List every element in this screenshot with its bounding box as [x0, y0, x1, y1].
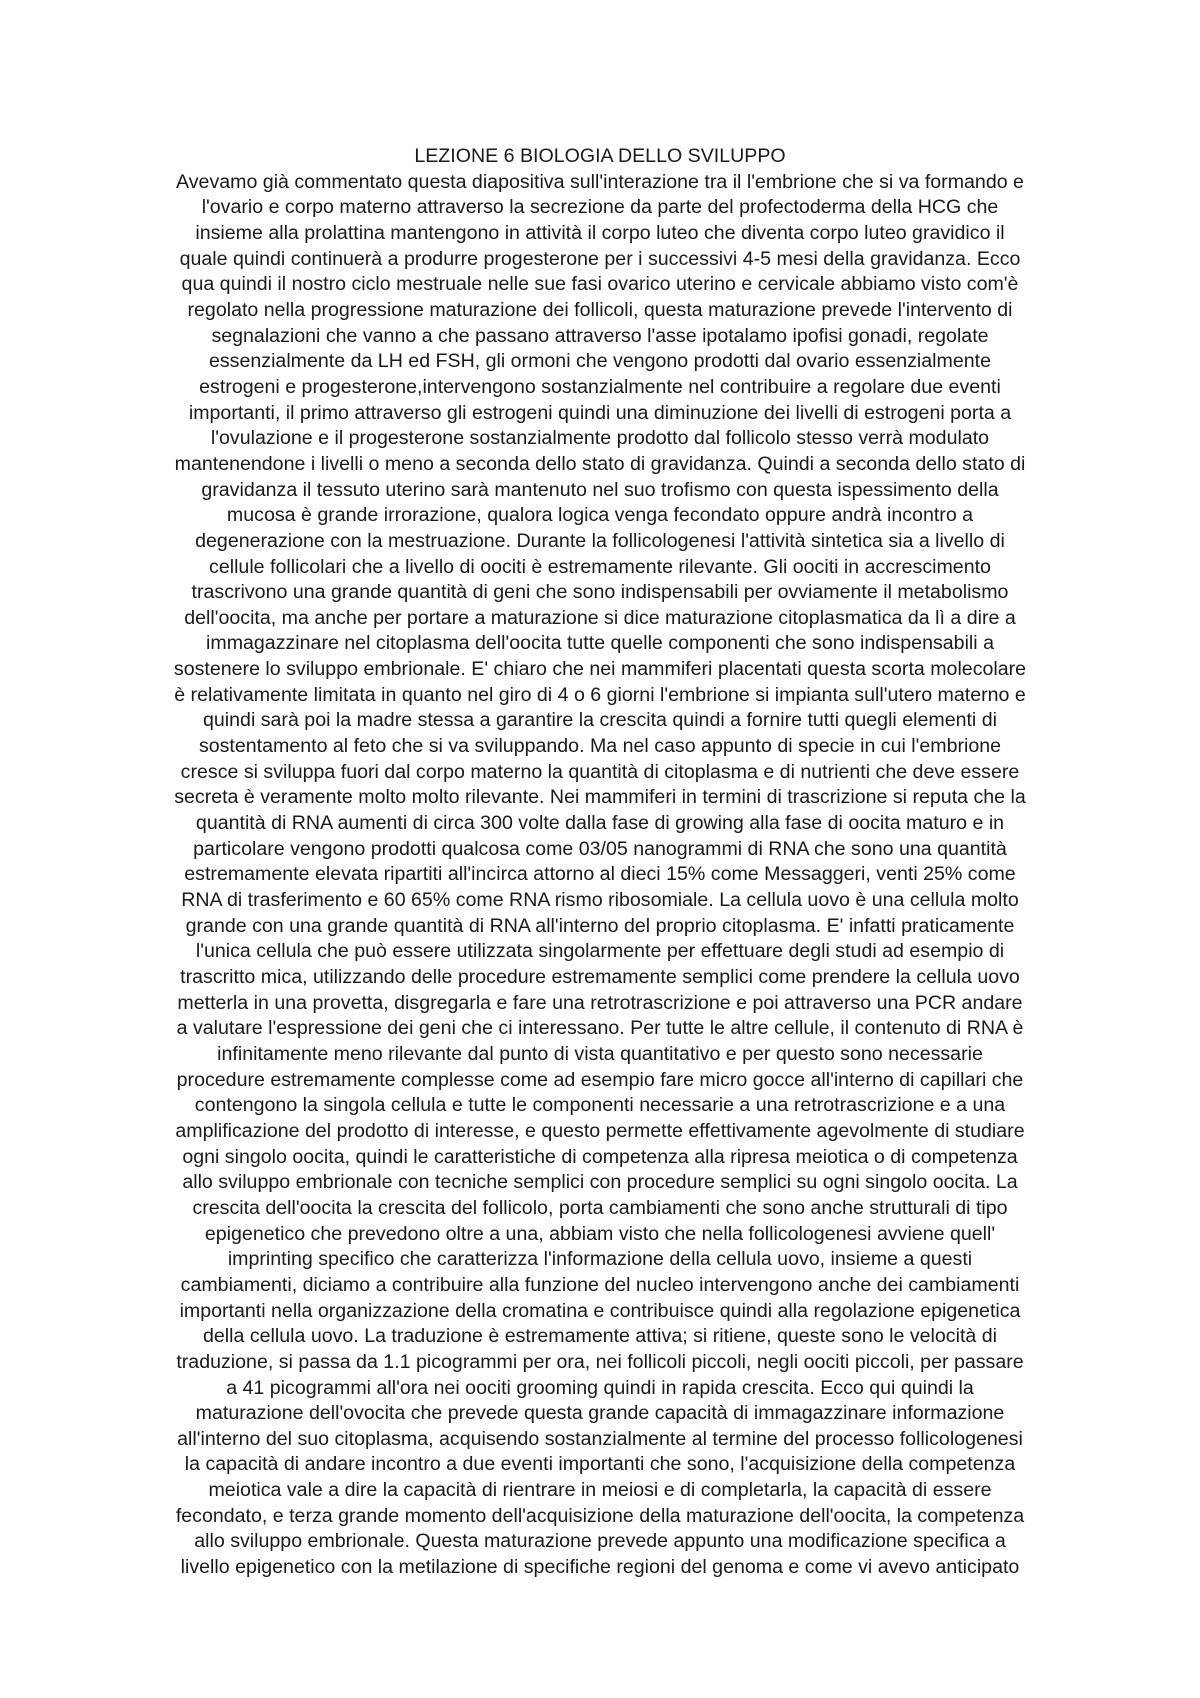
document-title: LEZIONE 6 BIOLOGIA DELLO SVILUPPO	[414, 145, 786, 167]
text-line: meiotica vale a dire la capacità di rientrare in meiosi e di completarla, la capacità di essere	[208, 1479, 992, 1502]
text-line: importanti, il primo attraverso gli estrogeni quindi una diminuzione dei livelli di estrogeni porta a	[188, 401, 1012, 424]
document-body	[110, 144, 1090, 1581]
text-line: sostenere lo sviluppo embrionale. E' chiaro che nei mammiferi placentati questa scorta molecolare	[173, 658, 1027, 681]
text-line: trascritto mica, utilizzando delle procedure estremamente semplici come prendere la cellula uovo	[180, 966, 1020, 988]
text-line: infinitamente meno rilevante dal punto di vista quantitativo e per questo sono necessarie	[217, 1042, 983, 1065]
text-line: amplificazione del prodotto di interesse, e questo permette effettivamente agevolmente di studiare	[175, 1119, 1025, 1142]
text-line: qua quindi il nostro ciclo mestruale nelle sue fasi ovarico uterino e cervicale abbiamo visto com'è	[181, 273, 1019, 296]
text-line: crescita dell'oocita la crescita del follicolo, porta cambiamenti che sono anche strutturali di tipo	[192, 1196, 1008, 1219]
text-line: procedure estremamente complesse come ad esempio fare micro gocce all'interno di capillari che	[176, 1068, 1024, 1091]
text-line: trascrivono una grande quantità di geni che sono indispensabili per ovviamente il metabolismo	[191, 581, 1009, 604]
text-line: livello epigenetico con la metilazione di specifiche regioni del genoma e come vi avevo anticipato	[180, 1556, 1020, 1579]
text-line: la capacità di andare incontro a due eventi importanti che sono, l'acquisizione della competenza	[184, 1453, 1016, 1476]
text-line: particolare vengono prodotti qualcosa come 03/05 nanogrammi di RNA che sono una quantità	[193, 837, 1007, 860]
text-line: mantenendone i livelli o meno a seconda dello stato di gravidanza. Quindi a seconda dello stato di	[174, 452, 1026, 475]
text-line: contengono la singola cellula e tutte le componenti necessarie a una retrotrascrizione e a una	[194, 1094, 1006, 1117]
text-line: sostentamento al feto che si va sviluppando. Ma nel caso appunto di specie in cui l'embrione	[198, 735, 1002, 758]
text-line: è relativamente limitata in quanto nel giro di 4 o 6 giorni l'embrione si impianta sull'utero materno e	[174, 683, 1026, 706]
text-line: allo sviluppo embrionale con tecniche semplici con procedure semplici su ogni singolo oocita. La	[182, 1171, 1018, 1194]
text-line: maturazione dell'ovocita che prevede questa grande capacità di immagazzinare informazione	[195, 1402, 1005, 1425]
text-line: quantità di RNA aumenti di circa 300 volte dalla fase di growing alla fase di oocita maturo e in	[195, 812, 1005, 835]
text-line: grande con una grande quantità di RNA all'interno del proprio citoplasma. E' infatti praticamente	[185, 914, 1015, 937]
text-line: all'interno del suo citoplasma, acquisendo sostanzialmente al termine del processo follicologenesi	[177, 1427, 1023, 1450]
text-line: allo sviluppo embrionale. Questa maturazione prevede appunto una modificazione specifica a	[194, 1530, 1006, 1553]
text-line: l'ovario e corpo materno attraverso la secrezione da parte del profectoderma della HCG che	[201, 196, 999, 219]
text-line: mucosa è grande irrorazione, qualora logica venga fecondato oppure andrà incontro a	[226, 504, 974, 527]
text-line: l'unica cellula che può essere utilizzata singolarmente per effettuare degli studi ad esempio di	[195, 940, 1005, 963]
text-line: a valutare l'espressione dei geni che ci interessano. Per tutte le altre cellule, il contenuto di RNA è	[176, 1017, 1024, 1040]
text-line: cresce si sviluppa fuori dal corpo materno la quantità di citoplasma e di nutrienti che deve essere	[180, 760, 1020, 783]
text-line: dell'oocita, ma anche per portare a maturazione si dice maturazione citoplasmatica da lì a dire a	[184, 606, 1016, 629]
text-line: quindi sarà poi la madre stessa a garantire la crescita quindi a fornire tutti quegli elementi di	[203, 709, 997, 732]
text-line: a 41 picogrammi all'ora nei oociti grooming quindi in rapida crescita. Ecco qui quindi la	[226, 1376, 974, 1399]
text-line: Avevamo già commentato questa diapositiva sull'interazione tra il l'embrione che si va formando e	[176, 170, 1024, 193]
text-line: segnalazioni che vanno a che passano attraverso l'asse ipotalamo ipofisi gonadi, regolate	[211, 324, 989, 347]
text-line: metterla in una provetta, disgregarla e fare una retrotrascrizione e poi attraverso una PCR andare	[177, 991, 1023, 1014]
text-line: l'ovulazione e il progesterone sostanzialmente prodotto dal follicolo stesso verrà modulato	[210, 427, 990, 450]
text-line: fecondato, e terza grande momento dell'acquisizione della maturazione dell'oocita, la competenza	[175, 1504, 1025, 1527]
text-line: cambiamenti, diciamo a contribuire alla funzione del nucleo intervengono anche dei cambiamenti	[180, 1273, 1020, 1296]
text-line: essenzialmente da LH ed FSH, gli ormoni che vengono prodotti dal ovario essenzialmente	[208, 350, 991, 373]
text-line: importanti nella organizzazione della cromatina e contribuisce quindi alla regolazione epigenetica	[179, 1299, 1021, 1322]
text-line: regolato nella progressione maturazione dei follicoli, questa maturazione prevede l'intervento di	[187, 298, 1013, 321]
text-line: degenerazione con la mestruazione. Durante la follicologenesi l'attività sintetica sia a livello di	[195, 529, 1005, 552]
text-line: della cellula uovo. La traduzione è estremamente attiva; si ritiene, queste sono le velocità di	[202, 1325, 997, 1348]
text-line: gravidanza il tessuto uterino sarà mantenuto nel suo trofismo con questa ispessimento della	[201, 478, 999, 501]
text-line: estrogeni e progesterone,intervengono sostanzialmente nel contribuire a regolare due eventi	[199, 375, 1001, 398]
text-line: ogni singolo oocita, quindi le caratteristiche di competenza alla ripresa meiotica o di competenza	[182, 1145, 1018, 1168]
text-line: traduzione, si passa da 1.1 picogrammi per ora, nei follicoli piccoli, negli oociti piccoli, per passare	[176, 1350, 1024, 1373]
text-line: secreta è veramente molto molto rilevante. Nei mammiferi in termini di trascrizione si reputa che la	[174, 786, 1026, 809]
text-line: epigenetico che prevedono oltre a una, abbiam visto che nella follicologenesi avviene quell'	[204, 1222, 996, 1245]
text-line: insieme alla prolattina mantengono in attività il corpo luteo che diventa corpo luteo gravidico il	[195, 221, 1005, 244]
text-line: estremamente elevata ripartiti all'incirca attorno al dieci 15% come Messaggeri, venti 25% come	[184, 863, 1016, 886]
text-line: immagazzinare nel citoplasma dell'oocita tutte quelle componenti che sono indispensabili a	[206, 632, 994, 655]
text-line: imprinting specifico che caratterizza l'informazione della cellula uovo, insieme a questi	[227, 1248, 973, 1271]
text-line: RNA di trasferimento e 60 65% come RNA rismo ribosomiale. La cellula uovo è una cellula molto	[181, 889, 1019, 912]
text-line: quale quindi continuerà a produrre progesterone per i successivi 4-5 mesi della gravidanza. Ecco	[179, 247, 1021, 270]
text-line: cellule follicolari che a livello di oociti è estremamente rilevante. Gli oociti in accrescimento	[209, 555, 991, 578]
